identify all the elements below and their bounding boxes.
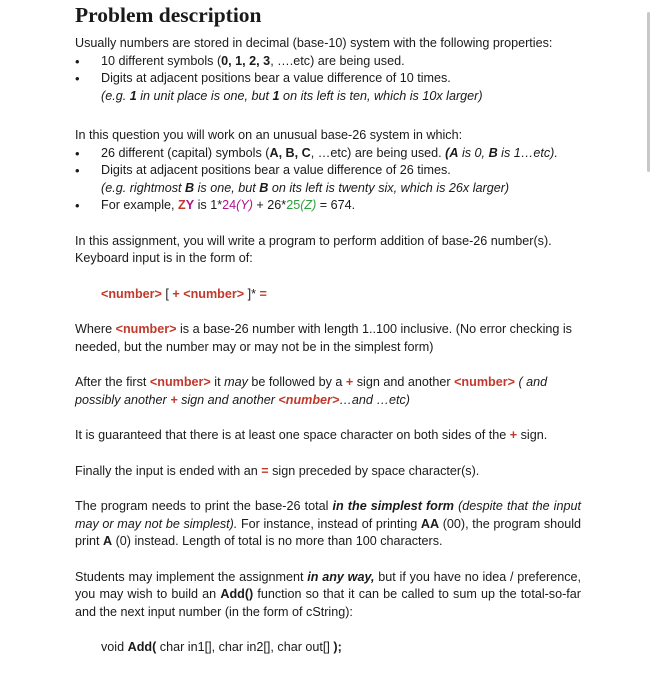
program-paragraph: The program needs to print the base-26 total in the simplest form (despite that the input may or may not be simplest). For instance, instead of printing AA (00), the program should print A (0) instead. Length of total is no more than 100 characters. bbox=[75, 499, 581, 548]
list-item: • For example, ZY is 1*24(Y) + 26*25(Z) = 674. bbox=[75, 197, 581, 215]
finally-paragraph: Finally the input is ended with an = sign preceded by space character(s). bbox=[75, 463, 480, 478]
base26-property-list bbox=[75, 145, 581, 215]
assignment-paragraph: In this assignment, you will write a program to perform addition of base-26 number(s). Keyboard input is in the form of: bbox=[75, 233, 552, 265]
input-syntax: <number> [ + <number> ]* = bbox=[101, 286, 267, 301]
list-item: • 26 different (capital) symbols (A, B, C, …etc) are being used. (A is 0, B is 1…etc). bbox=[75, 145, 581, 163]
unusual-intro: In this question you will work on an unusual base-26 system in which: bbox=[75, 128, 463, 142]
page-title: Problem description bbox=[75, 3, 262, 27]
where-paragraph: Where <number> is a base-26 number with length 1..100 inclusive. (No error checking is needed, but the number may or may not be in the simplest form) bbox=[75, 322, 572, 354]
document-body bbox=[75, 2, 581, 657]
list-item: • Digits at adjacent positions bear a value difference of 26 times. (e.g. rightmost B is one, but B on its left is twenty six, which is 26x larger) bbox=[75, 162, 581, 197]
list-item: • 10 different symbols (0, 1, 2, 3, ….etc) are being used. bbox=[75, 53, 581, 71]
decimal-property-list bbox=[75, 53, 581, 106]
list-item: • Digits at adjacent positions bear a value difference of 10 times. (e.g. 1 in unit place is one, but 1 on its left is ten, which is 10x larger) bbox=[75, 70, 581, 105]
intro-paragraph: Usually numbers are stored in decimal (base-10) system with the following properties: bbox=[75, 36, 553, 50]
students-paragraph: Students may implement the assignment in any way, but if you have no idea / preference, you may wish to build an Add() function so that it can be called to sum up the total-so-far and the next input number (in the form of cString): bbox=[75, 569, 582, 619]
function-signature: void Add( char in1[], char in2[], char out[] ); bbox=[101, 640, 342, 654]
scrollbar[interactable] bbox=[647, 12, 650, 172]
after-paragraph: After the first <number> it may be followed by a + sign and another <number> ( and possibly another + sign and another <number>…and …etc) bbox=[75, 375, 548, 407]
guarantee-paragraph: It is guaranteed that there is at least one space character on both sides of the + sign. bbox=[75, 428, 548, 442]
